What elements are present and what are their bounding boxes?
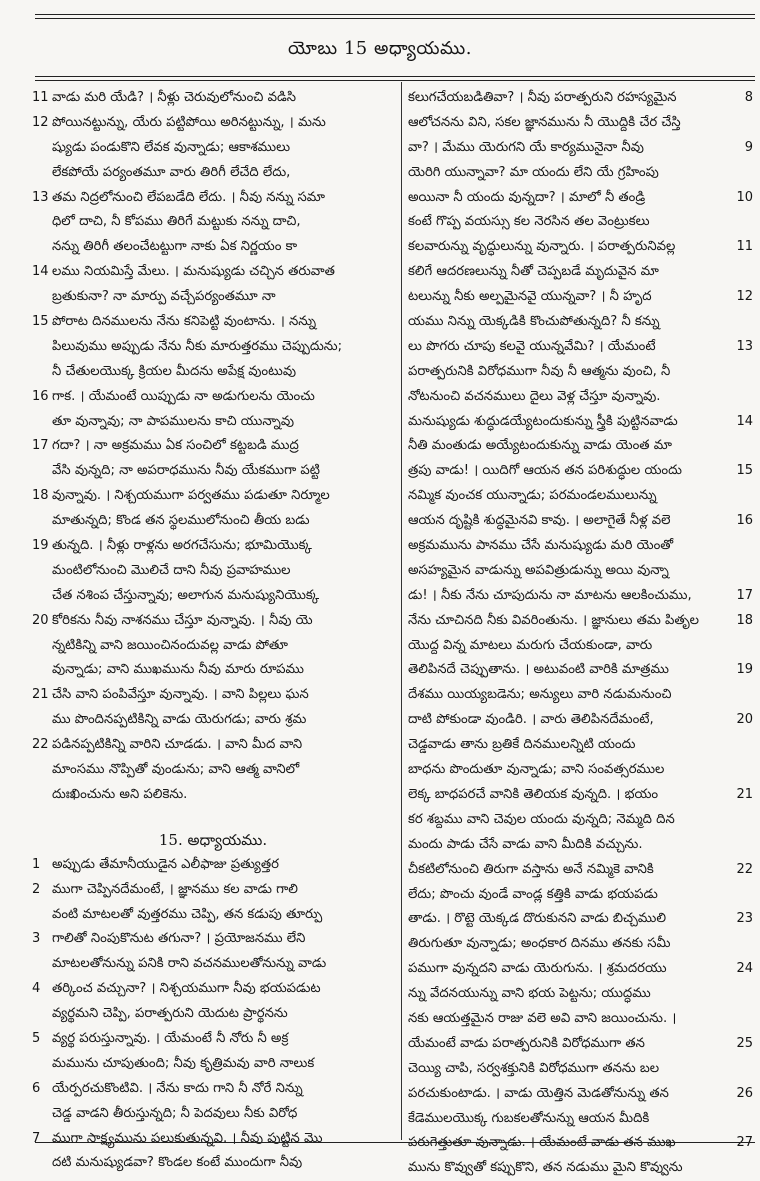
verse-number: 5: [32, 1030, 41, 1046]
verse-line: [408, 658, 753, 683]
verse-number: 18: [32, 488, 49, 504]
verse-line: [408, 260, 753, 285]
verse-number: 17: [736, 587, 753, 603]
verse-text: ము పొందినప్పటికిన్ని వాడు యెరుగడు; వారు శ్రమ: [52, 712, 307, 728]
verse-line: [408, 335, 753, 360]
verse-text: యెరిగి యున్నావా? మా యందు లేని యే గ్రహింపు: [408, 164, 659, 180]
verse-text: ధిలో దాచి, నీ కోపము తిరిగే మట్టుకు నన్ను దాచి,: [52, 214, 301, 230]
verse-text: పరాత్పరునికి విరోధముగా నీవు నీ ఆత్మను వుంచి, నీ: [408, 363, 671, 379]
verse-text: ఆయన దృష్టికి శుద్ధమైనవి కావు. । అలాగైతే నీళ్ల వలె: [408, 513, 671, 529]
verse-line: [32, 434, 394, 459]
verse-line: [408, 634, 753, 659]
verse-text: యేర్పరచుకొంటివి. । నేను కాదు గాని నీ నోరే నిన్ను: [52, 1080, 303, 1096]
right-column: [408, 86, 753, 1181]
verse-number: 14: [32, 264, 49, 280]
verse-text: పరుగెత్తుతూ వున్నాడు. । యేమంటే వాడు తన ముఖ: [408, 1135, 676, 1151]
verse-line: [408, 310, 753, 335]
verse-number: 26: [736, 1085, 753, 1101]
verse-text: తూ వున్నావు; నా పాపములను కాచి యున్నావు: [52, 413, 295, 429]
verse-text: పముగా వున్నదని వాడు యెరుగును. । శ్రమదరయు: [408, 961, 667, 977]
header-bottom-rule: [35, 76, 755, 77]
verse-text: వున్నాడు; వాని ముఖమును నీవు మారు రూపము: [52, 662, 304, 678]
verse-line: [32, 927, 394, 952]
verse-text: న్నటికిన్ని వాని జయించినందువల్ల వాడు పోతూ: [52, 637, 288, 653]
verse-line: [408, 1131, 753, 1156]
verse-text: టలున్ను నీకు అల్పమైనవై యున్నవా? । నీ హృద: [408, 289, 652, 305]
verse-text: నీతి మంతుడు అయ్యేటందుకున్ను వాడు యెంత మా: [408, 438, 672, 454]
verse-line: [32, 360, 394, 385]
page-header: [0, 0, 760, 80]
verse-line: [32, 534, 394, 559]
verse-line: [32, 584, 394, 609]
verse-text: మందు పాడు చేసే వాడు వాని మీదికి వచ్చును.: [408, 836, 643, 852]
verse-text: అప్పుడు తేమానీయుడైన ఎలీఫాజు ప్రత్యుత్తర: [52, 856, 279, 872]
verse-line: [32, 658, 394, 683]
verse-line: [408, 509, 753, 534]
verse-text: నమ్మిక వుంచక యున్నాడు; పరమండలములున్ను: [408, 488, 657, 504]
verse-number: 11: [32, 90, 49, 105]
verse-line: [408, 584, 753, 609]
verse-line: [408, 210, 753, 235]
verse-line: [32, 1077, 394, 1102]
verse-text: తమ నిద్రలోనుంచి లేపబడేది లేదు. । నీవు నన్ను సమా: [52, 189, 325, 205]
verse-line: [32, 459, 394, 484]
verse-line: [32, 310, 394, 335]
verse-text: మాతున్నది; కొండ తన స్థలములోనుంచి తీయ బడు: [52, 513, 310, 529]
verse-line: [408, 833, 753, 858]
verse-line: [408, 609, 753, 634]
verse-number: 25: [736, 1035, 753, 1051]
verse-line: [32, 683, 394, 708]
verse-line: [32, 783, 394, 808]
verse-number: 11: [736, 239, 753, 255]
verse-line: [408, 186, 753, 211]
verse-number: 10: [736, 189, 753, 205]
verse-text: తర్కించ వచ్చునా? । నిశ్చయముగా నీవు భయపడుట: [52, 981, 321, 997]
verse-text: యొద్ద విన్న మాటలు మరుగు చేయకుండా, వారు: [408, 637, 653, 653]
verse-text: దుఃఖించును అని పలికెను.: [52, 786, 188, 802]
verse-line: [32, 86, 394, 111]
verse-line: [32, 853, 394, 878]
spacer: [32, 808, 394, 828]
verse-line: [408, 235, 753, 260]
verse-text: త్రపు వాడు! । యిదిగో ఆయన తన పరిశుద్ధుల యందు: [408, 463, 682, 479]
verse-number: 20: [736, 712, 753, 728]
verse-text: మంటిలోనుంచి మొలిచే దాని నీవు ప్రవాహముల: [52, 562, 291, 578]
verse-number: 27: [736, 1135, 753, 1151]
verse-line: [32, 260, 394, 285]
verse-line: [32, 136, 394, 161]
verse-text: లు పొగరు చూపు కలవై యున్నవేమి? । యేమంటే: [408, 338, 656, 354]
verse-text: మాటలతోనున్ను పనికి రాని వచనములతోనున్ను వాడు: [52, 956, 327, 972]
verse-line: [32, 484, 394, 509]
verse-text: మనుష్యుడు శుద్ధుడయ్యేటందుకున్ను స్త్రీకి పుట్టినవాడు: [408, 413, 678, 429]
verse-line: [32, 1002, 394, 1027]
verse-text: కలిగే ఆదరణలున్ను నీతో చెప్పబడే మృదువైన మా: [408, 264, 659, 280]
verse-text: కేడెములయొక్క గుబకలతోనున్ను ఆయన మీదికి: [408, 1110, 650, 1126]
verse-text: డు! । నీకు నేను చూపుదును నా మాటను ఆలకించుము,: [408, 587, 692, 603]
verse-number: 19: [736, 662, 753, 678]
verse-text: నోటనుంచి వచనములు దైలు వెళ్ల చేస్తూ వున్నావు.: [408, 388, 661, 404]
verse-line: [32, 235, 394, 260]
verse-text: తెలిపినదే చెప్పుతాను. । అటువంటి వారికి మాత్రము: [408, 662, 669, 678]
verse-line: [32, 559, 394, 584]
verse-text: చేత నశింప చేస్తున్నావు; అలాగున మనుష్యునియొక్క: [52, 587, 320, 603]
verse-number: 23: [736, 911, 753, 927]
bottom-rule: [35, 1142, 755, 1143]
verse-text: పోరాట దినములను నేను కనిపెట్టి వుంటాను. । నన్ను: [52, 314, 317, 330]
verse-line: [32, 186, 394, 211]
verse-number: 13: [32, 189, 49, 205]
verse-text: బ్రతుకునా? నా మార్పు వచ్చేపర్యంతమూ నా: [52, 289, 276, 305]
verse-text: చేసి వాని పంపివేస్తూ వున్నావు. । వాని పిల్లలు ఘన: [52, 687, 309, 703]
verse-text: అయినా నీ యందు వున్నదా? । మాలో నీ తండ్రి: [408, 189, 646, 205]
verse-line: [32, 335, 394, 360]
verse-text: లెక్క బాధపరచే వానికి తెలియక వున్నది. । భయం: [408, 786, 659, 802]
verse-text: మాంసము నొప్పితో వుండును; వాని ఆత్మ వానిలో: [52, 762, 300, 778]
verse-number: 21: [32, 687, 49, 703]
verse-text: తిరుగుతూ వున్నాడు; అంధకార దినము తనకు సమీ: [408, 936, 671, 952]
verse-text: కలుగచేయబడితివా? । నీవు పరాత్పరుని రహస్యమైన: [408, 90, 677, 105]
verse-line: [408, 1107, 753, 1132]
verse-line: [408, 484, 753, 509]
verse-text: పిలువుము అప్పుడు నేను నీకు మారుత్తరము చెప్పుదును;: [52, 338, 343, 354]
verse-line: [408, 1057, 753, 1082]
verse-text: వేసి వున్నది; నా అపరాధమును నీవు యేకముగా పట్టి: [52, 463, 320, 479]
verse-text: కలవారున్ను వృద్ధులున్ను వున్నారు. । పరాత్పరునివల్ల: [408, 239, 676, 255]
verse-line: [408, 932, 753, 957]
page-title: యోబు 15 అధ్యాయము.: [287, 38, 472, 59]
verse-text: వ్యర్థమని చెప్పి, పరాత్పరుని యెదుట ప్రార్థనను: [52, 1006, 288, 1022]
verse-line: [32, 903, 394, 928]
verse-text: యము నిన్ను యెక్కడికి కొంచుపోతున్నది? నీ కన్ను: [408, 314, 660, 330]
verse-line: [408, 858, 753, 883]
verse-text: చెడ్డవాడు తాను బ్రతికే దినములన్నిటి యందు: [408, 737, 636, 753]
verse-text: ష్యుడు పండుకొని లేవక వున్నాడు; ఆకాశములు: [52, 139, 291, 155]
verse-number: 18: [736, 612, 753, 628]
verse-line: [408, 758, 753, 783]
verse-number: 12: [736, 289, 753, 305]
verse-text: నన్ను తిరిగీ తలంచేటట్టుగా నాకు ఏక నిర్ణయం కా: [52, 239, 298, 255]
verse-line: [408, 1007, 753, 1032]
verse-text: లేకపోయే పర్యంతమూ వారు తిరిగీ లేచేది లేదు,: [52, 164, 291, 180]
verse-text: తాడు. । రొట్టె యెక్కడ దొరుకునని వాడు బిచ్చములి: [408, 911, 666, 927]
header-bottom-rule-inner: [35, 80, 755, 81]
verse-text: వాడు మరి యేడి? । నీళ్లు చెరువులోనుంచి వడిసి: [52, 90, 296, 105]
verse-line: [32, 410, 394, 435]
verse-line: [32, 1027, 394, 1052]
verse-text: గాక. । యేమంటే యిప్పుడు నా అడుగులను యెంచు: [52, 388, 315, 404]
verse-line: [32, 285, 394, 310]
verse-text: వ్యర్థ పరుస్తున్నావు. । యేమంటే నీ నోరు నీ అక్ర: [52, 1030, 289, 1046]
verse-line: [32, 1151, 394, 1176]
verse-line: [408, 434, 753, 459]
verse-number: 16: [32, 388, 49, 404]
verse-number: 15: [736, 463, 753, 479]
verse-text: పరచుకుంటాడు. । వాడు యెత్తిన మెడతోనున్ను తన: [408, 1085, 669, 1101]
verse-line: [32, 733, 394, 758]
verse-text: వంటి మాటలతో వుత్తరము చెప్పి, తన కడుపు తూర్పు: [52, 906, 323, 922]
verse-line: [408, 683, 753, 708]
left-column: [32, 86, 394, 1176]
verse-text: పోయినట్టున్ను, యేరు పట్టిపోయి అరినట్టున్ను, । మను: [52, 114, 326, 130]
verse-number: 24: [736, 961, 753, 977]
verse-text: వున్నావు. । నిశ్చయముగా పర్వతము పడుతూ నిర్మూల: [52, 488, 330, 504]
verse-number: 15: [32, 314, 49, 330]
verse-text: దాటి పోకుండా వుండిరి. । వారు తెలిపినదేమంటే,: [408, 712, 654, 728]
verse-line: [32, 952, 394, 977]
verse-number: 7: [32, 1130, 41, 1146]
verse-line: [408, 733, 753, 758]
verse-line: [408, 883, 753, 908]
verse-text: న్ను వేదనయున్ను వాని భయ పెట్టను; యుద్ధము: [408, 986, 651, 1002]
verse-line: [408, 136, 753, 161]
verse-text: నేను చూచినది నీకు వివరింతును. । జ్ఞానులు తమ పితృల: [408, 612, 700, 628]
verse-text: మును కొవ్వుతో కప్పుకొని, తన నడుము మైని కొవ్వును: [408, 1160, 683, 1176]
verse-text: వా? । మేము యెరుగని యే కార్యమునైనా నీవు: [408, 139, 644, 155]
verse-number: 19: [32, 538, 49, 554]
verse-text: లేదు; పొంచు వుండే వాండ్ల కత్తికి వాడు భయపడు: [408, 886, 658, 902]
verse-line: [32, 708, 394, 733]
verse-line: [32, 1127, 394, 1152]
verse-text: ముగా చెప్పినదేమంటే, । జ్ఞానము కల వాడు గాలి: [52, 881, 298, 897]
verse-number: 6: [32, 1080, 41, 1096]
verse-number: 9: [744, 139, 753, 155]
verse-line: [408, 385, 753, 410]
verse-line: [32, 161, 394, 186]
verse-line: [32, 1052, 394, 1077]
verse-text: అసహ్యమైన వాడున్ను అపవిత్రుడున్ను అయి వున్నా: [408, 562, 669, 578]
verse-line: [32, 977, 394, 1002]
verse-text: దేశము యియ్యబడెను; అన్యులు వారి నడుమనుంచి: [408, 687, 672, 703]
verse-number: 12: [32, 114, 49, 130]
top-double-rule: [35, 14, 755, 15]
verse-line: [408, 285, 753, 310]
verse-text: కంటే గొప్ప వయస్సు కల నెరసిన తల వెంట్రుకలు: [408, 214, 650, 230]
verse-text: ముగా సాక్ష్యమును పలుకుతున్నవి. । నీవు పుట్టిన మొ: [52, 1130, 323, 1146]
verse-number: 22: [736, 861, 753, 877]
verse-text: అక్రమమును పానము చేసే మనుష్యుడు మరి యెంతో: [408, 538, 674, 554]
verse-line: [32, 385, 394, 410]
verse-text: కోరికను నీవు నాశనము చేస్తూ వున్నావు. । నీవు యె: [52, 612, 313, 628]
verse-line: [32, 609, 394, 634]
verse-line: [32, 210, 394, 235]
verse-text: లము నియమిస్తే మేలు. । మనుష్యుడు చచ్చిన తరువాత: [52, 264, 335, 280]
verse-number: 20: [32, 612, 49, 628]
verse-line: [32, 1102, 394, 1127]
verse-number: 3: [32, 931, 41, 947]
verse-line: [408, 808, 753, 833]
verse-text: తున్నది. । నీళ్లు రాళ్లను అరగచేసును; భూమియొక్క: [52, 538, 312, 554]
verse-line: [408, 708, 753, 733]
verse-text: గాలితో నింపుకొనుట తగునా? । ప్రయోజనము లేని: [52, 931, 306, 947]
verse-line: [408, 459, 753, 484]
verse-text: యేమంటే వాడు పరాత్పరునికి విరోధముగా తన: [408, 1035, 645, 1051]
verse-text: నకు ఆయత్తమైన రాజు వలె అవి వాని జయించును. ।: [408, 1010, 677, 1026]
verse-number: 2: [32, 881, 41, 897]
verse-text: నీ చేతులయొక్క క్రియల మీదను అపేక్ష వుంటువు: [52, 363, 297, 379]
verse-line: [32, 634, 394, 659]
verse-text: ఆలోచనను విని, సకల జ్ఞానమును నీ యొద్దికి చేర చేస్తి: [408, 114, 681, 130]
verse-number: 17: [32, 438, 49, 454]
verse-line: [32, 111, 394, 136]
verse-number: 4: [32, 981, 41, 997]
verse-text: చెడ్డ వాడని తీరుస్తున్నది; నీ పెదవులు నీకు విరోధ: [52, 1105, 298, 1121]
verse-number: 21: [736, 786, 753, 802]
verse-text: బాధను పొందుతూ వున్నాడు; వాని సంవత్సరముల: [408, 762, 665, 778]
verse-number: 8: [744, 90, 753, 105]
verse-line: [408, 360, 753, 385]
verse-text: గదా? । నా అక్రమము ఏక సంచిలో కట్టబడి ముద్ర: [52, 438, 299, 454]
chapter-heading: 15. అధ్యాయము.: [158, 830, 268, 849]
top-double-rule-inner: [35, 18, 755, 19]
verse-text: దటి మనుష్యుడవా? కొండల కంటే ముందుగా నీవు: [52, 1155, 303, 1171]
verse-line: [32, 509, 394, 534]
verse-text: కర శబ్దము వాని చెవుల యందు వున్నది; నెమ్మది దిన: [408, 811, 675, 827]
verse-number: 14: [736, 413, 753, 429]
verse-line: [408, 161, 753, 186]
verse-line: [408, 1082, 753, 1107]
verse-line: [408, 111, 753, 136]
verse-line: [408, 982, 753, 1007]
verse-text: చీకటిలోనుంచి తిరుగా వస్తాను అనే నమ్మికె వానికి: [408, 861, 654, 877]
verse-line: [408, 1032, 753, 1057]
verse-text: పడినప్పటికిన్ని వారిని చూడడు. । వాని మీద వాని: [52, 737, 303, 753]
verse-line: [408, 907, 753, 932]
verse-line: [32, 758, 394, 783]
verse-line: [32, 878, 394, 903]
verse-number: 16: [736, 513, 753, 529]
verse-line: [408, 957, 753, 982]
verse-line: [408, 86, 753, 111]
verse-line: [408, 783, 753, 808]
verse-text: చెయ్యి చాపి, సర్వశక్తునికి విరోధముగా తనను బల: [408, 1060, 660, 1076]
verse-line: [408, 559, 753, 584]
verse-line: [408, 534, 753, 559]
verse-number: 13: [736, 338, 753, 354]
verse-line: [408, 410, 753, 435]
column-divider: [401, 82, 402, 1140]
verse-number: 22: [32, 737, 49, 753]
verse-text: మమును చూపుతుంది; నీవు కృత్రిమవు వారి నాలుక: [52, 1055, 315, 1071]
verse-number: 1: [32, 856, 41, 872]
